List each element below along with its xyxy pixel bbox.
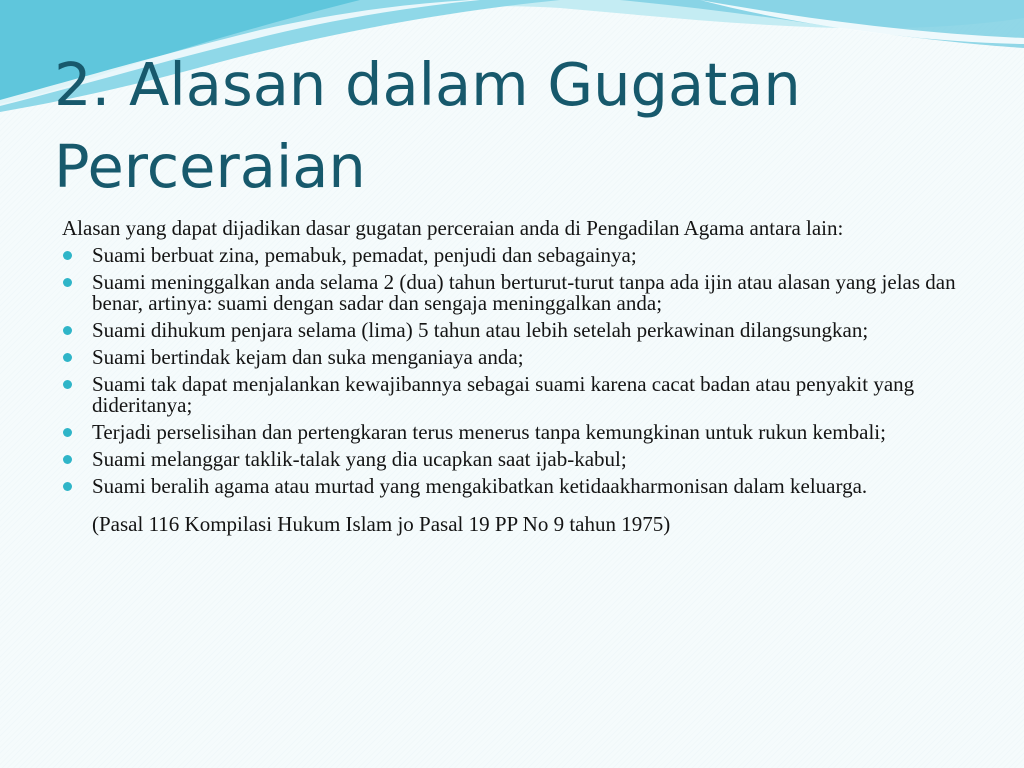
list-item — [62, 374, 972, 416]
bullet-icon — [63, 326, 72, 335]
bullet-icon — [63, 278, 72, 287]
legal-source-citation: (Pasal 116 Kompilasi Hukum Islam jo Pasal 19 PP No 9 tahun 1975) — [92, 512, 671, 536]
bullet-icon — [63, 428, 72, 437]
bullet-icon — [63, 482, 72, 491]
list-item-text: Suami dihukum penjara selama (lima) 5 tahun atau lebih setelah perkawinan dilangsungkan; — [92, 318, 869, 342]
intro-text: Alasan yang dapat dijadikan dasar gugatan perceraian anda di Pengadilan Agama antara lain: — [62, 216, 844, 240]
list-item-text: Suami bertindak kejam dan suka menganiaya anda; — [92, 345, 524, 369]
reason-list — [62, 245, 972, 497]
list-item-text: Suami berbuat zina, pemabuk, pemadat, penjudi dan sebagainya; — [92, 243, 637, 267]
bullet-icon — [63, 455, 72, 464]
bullet-icon — [63, 353, 72, 362]
list-item — [62, 272, 972, 314]
list-item-text: Suami meninggalkan anda selama 2 (dua) tahun berturut-turut tanpa ada ijin atau alasan yang jelas dan benar, artinya: suami dengan sadar dan sengaja meninggalkan anda; — [92, 270, 956, 315]
slide-title: 2. Alasan dalam Gugatan Perceraian — [54, 50, 801, 201]
list-item-text: Suami melanggar taklik-talak yang dia ucapkan saat ijab-kabul; — [92, 447, 627, 471]
list-item — [62, 449, 972, 470]
list-item-text: Suami tak dapat menjalankan kewajibannya sebagai suami karena cacat badan atau penyakit yang dideritanya; — [92, 372, 915, 417]
list-item — [62, 476, 972, 497]
bullet-icon — [63, 380, 72, 389]
list-item-text: Suami beralih agama atau murtad yang mengakibatkan ketidaakharmonisan dalam keluarga. — [92, 474, 868, 498]
slide-body — [62, 218, 972, 535]
list-item-text: Terjadi perselisihan dan pertengkaran terus menerus tanpa kemungkinan untuk rukun kembali; — [92, 420, 886, 444]
bullet-icon — [63, 251, 72, 260]
list-item — [62, 245, 972, 266]
list-item — [62, 320, 972, 341]
list-item — [62, 347, 972, 368]
list-item — [62, 422, 972, 443]
